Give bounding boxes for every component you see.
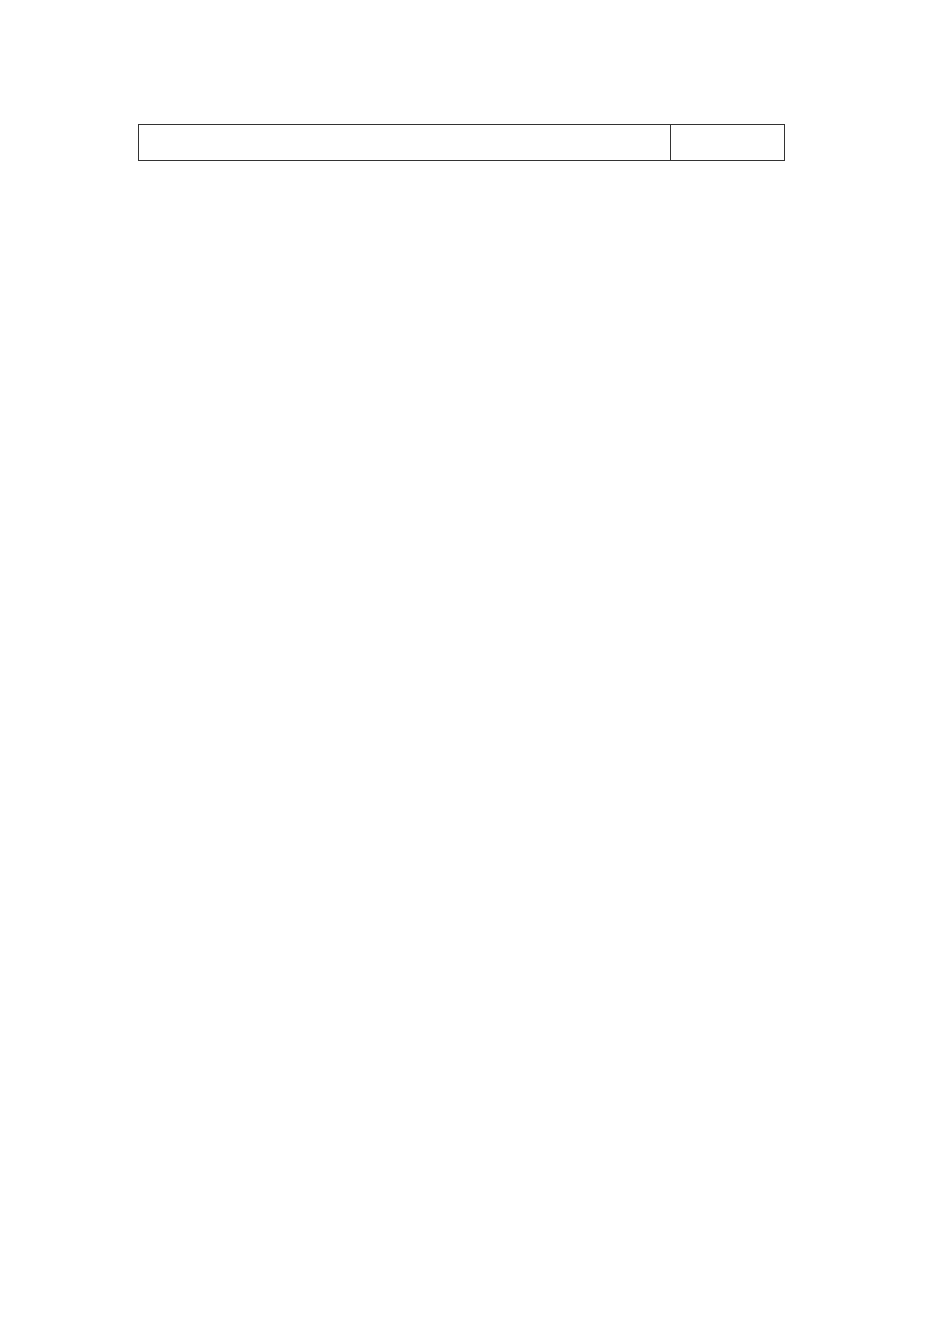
inspection-table [138,124,785,161]
header-row [139,125,785,161]
header-method [670,125,784,161]
header-title [139,125,671,161]
